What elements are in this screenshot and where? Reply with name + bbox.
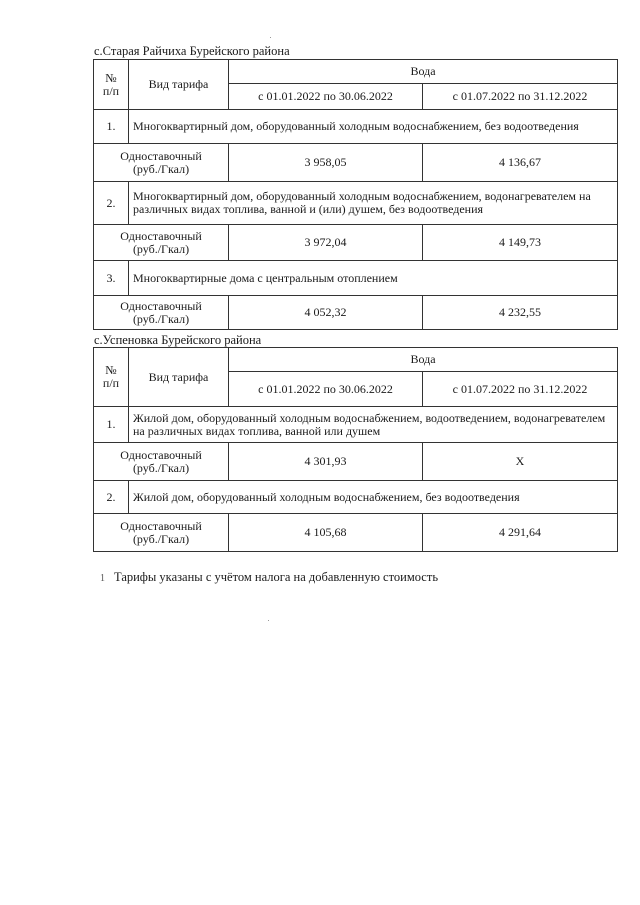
rate-value-period2: 4 232,55	[423, 296, 618, 330]
rate-value-period1: 4 052,32	[229, 296, 423, 330]
header-num: № п/п	[94, 348, 129, 407]
row-description: Многоквартирный дом, оборудованный холодным водоснабжением, без водоотведения	[129, 110, 618, 144]
table-row	[94, 110, 618, 144]
rate-value-period1: 3 972,04	[229, 225, 423, 261]
rate-value-period1: 4 301,93	[229, 443, 423, 481]
rate-label: Одноставочный (руб./Гкал)	[94, 296, 229, 330]
section1-table	[93, 59, 618, 330]
row-num: 2.	[94, 481, 129, 514]
table-row	[94, 407, 618, 443]
header-period2: с 01.07.2022 по 31.12.2022	[423, 372, 618, 407]
section2-table	[93, 347, 618, 552]
header-period2: с 01.07.2022 по 31.12.2022	[423, 84, 618, 110]
table-row	[94, 296, 618, 330]
row-num: 3.	[94, 261, 129, 296]
rate-value-period1: 3 958,05	[229, 144, 423, 182]
rate-value-period2: Х	[423, 443, 618, 481]
rate-label: Одноставочный (руб./Гкал)	[94, 443, 229, 481]
table-row	[94, 514, 618, 552]
header-period1: с 01.01.2022 по 30.06.2022	[229, 84, 423, 110]
row-num: 2.	[94, 182, 129, 225]
rate-label: Одноставочный (руб./Гкал)	[94, 514, 229, 552]
header-tariff-type: Вид тарифа	[129, 60, 229, 110]
scan-speck	[270, 37, 271, 38]
rate-label: Одноставочный (руб./Гкал)	[94, 144, 229, 182]
rate-label: Одноставочный (руб./Гкал)	[94, 225, 229, 261]
rate-value-period2: 4 149,73	[423, 225, 618, 261]
row-description: Жилой дом, оборудованный холодным водоснабжением, без водоотведения	[129, 481, 618, 514]
table-row	[94, 225, 618, 261]
rate-value-period1: 4 105,68	[229, 514, 423, 552]
row-num: 1.	[94, 407, 129, 443]
scan-speck	[268, 620, 269, 621]
table-row	[94, 182, 618, 225]
header-tariff-type: Вид тарифа	[129, 348, 229, 407]
table-row	[94, 481, 618, 514]
footnote	[100, 570, 438, 585]
footnote-text: Тарифы указаны с учётом налога на добавленную стоимость	[114, 570, 439, 584]
rate-value-period2: 4 136,67	[423, 144, 618, 182]
table-row	[94, 144, 618, 182]
header-water: Вода	[229, 60, 618, 84]
table-row	[94, 261, 618, 296]
row-num: 1.	[94, 110, 129, 144]
footnote-mark: 1	[100, 573, 105, 584]
row-description: Многоквартирные дома с центральным отоплением	[129, 261, 618, 296]
section1-title: с.Старая Райчиха Бурейского района	[94, 44, 290, 58]
section2-title: с.Успеновка Бурейского района	[94, 333, 262, 347]
header-period1: с 01.01.2022 по 30.06.2022	[229, 372, 423, 407]
table-row	[94, 443, 618, 481]
header-num: № п/п	[94, 60, 129, 110]
row-description: Жилой дом, оборудованный холодным водоснабжением, водоотведением, водонагревателем на различных видах топлива, ванной или душем	[129, 407, 618, 443]
header-water: Вода	[229, 348, 618, 372]
row-description: Многоквартирный дом, оборудованный холодным водоснабжением, водонагревателем на различных видах топлива, ванной и (или) душем, без водоотведения	[129, 182, 618, 225]
rate-value-period2: 4 291,64	[423, 514, 618, 552]
